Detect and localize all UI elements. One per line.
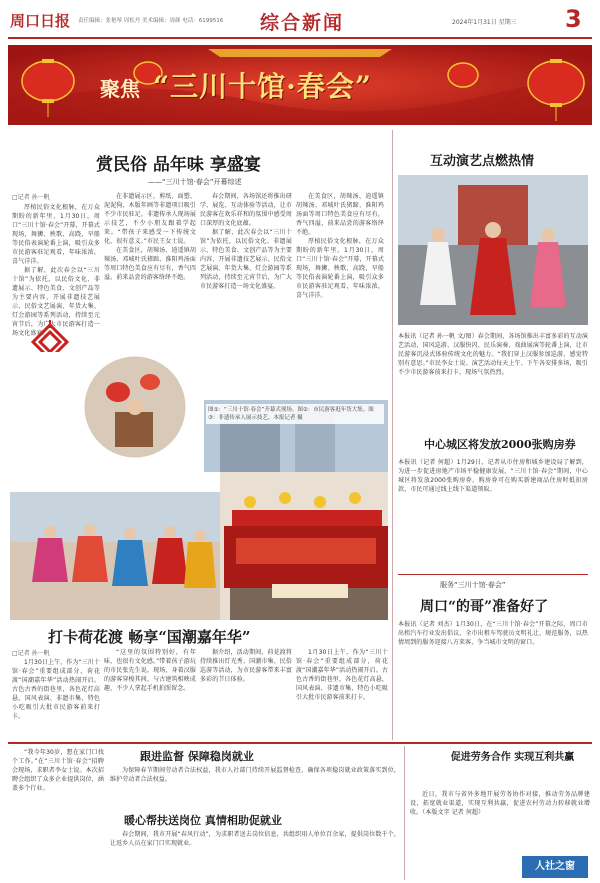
bottom-body-1: 为保障春节期间劳动者合法权益，我市人社部门持续开展监督检查，确保各项稳岗就业政策落实到位，维护劳动者合法权益。 (110, 767, 400, 783)
feature-headline: 打卡荷花渡 畅享“国潮嘉年华” (48, 628, 251, 646)
performance-photo-image (398, 175, 588, 325)
lead-subtitle: ——“三川十馆·春会”开幕综述 (148, 178, 242, 186)
issue-date: 2024年1月31日 星期三 (452, 19, 517, 26)
lead-paragraph: 据了解，此次春会以“三川十馆”为依托，以民俗文化、非遗展示、特色美食、文创产品等为主要内容，开展非遗技艺展示、民俗文艺展演、年货大集、灯会游园等系列活动，持续至元宵节后，为广大市民游客打造一场文化盛宴。 (12, 267, 100, 337)
lead-column-3 (200, 192, 292, 350)
lead-paragraph: 在非遗展示区，剪纸、面塑、泥泥狗、木版年画等非遗项目吸引不少市民驻足。非遗传承人现场展示技艺，不少小朋友跟着学起来。“带孩子来感受一下传统文化，很有意义。”市民王女士说。 (104, 193, 196, 245)
bottom-body-2: 春会期间，我市开展“春风行动”，为求职者送去岗位信息，共组织用人单位百余家，提供岗位数千个，让返乡人员在家门口实现就业。 (110, 831, 400, 847)
lead-headline: 赏民俗 品年味 享盛宴 (96, 155, 261, 175)
lead-column-4 (296, 192, 384, 332)
page-number: 3 (565, 5, 582, 33)
masthead-logo: 周口日报 (10, 12, 71, 30)
lead-byline: □记者 孙一帆 (12, 194, 50, 201)
bottom-section-divider (8, 742, 592, 744)
masthead-editors: 责任编辑：张艳琴 周松丹 美术编辑：周颜 电话：6199516 (78, 18, 224, 24)
sidebar-photo (398, 175, 588, 325)
feature-byline: □记者 孙一帆 (12, 650, 50, 657)
photo-caption: 图①：“三川十馆·春会”开幕式现场。图②：市民游客逛年货大集。图③：非遗传承人展示技艺。本报记者 摄 (206, 404, 384, 424)
bottom-headline-1: 跟进监督 保障稳岗就业 (140, 750, 254, 763)
masthead-divider (8, 37, 592, 39)
lead-column-2 (104, 192, 196, 350)
lead-paragraph: 春会期间，各场馆还将推出研学、展览、互动体验等活动，让市民游客在欢乐祥和的氛围中感受周口深厚的文化底蕴。 (200, 193, 292, 227)
banner-kicker: 聚焦 (100, 77, 140, 101)
lead-paragraph: 在美食区，胡辣汤、逍遥镇胡辣汤、邓城叶氏猪蹄、淮阳鸡汤面等周口特色美食应有尽有，香气四溢，前来品尝的游客络绎不绝。 (104, 247, 196, 281)
bottom-right-body: 近日，我市与省外多地开展劳务协作对接，推动劳务品牌建设，拓宽就业渠道，实现互利共赢，促进农村劳动力转移就业增收。（本版文字 记者 何超） (410, 791, 590, 816)
section-title: 综合新闻 (260, 12, 345, 34)
bottom-intro: “我今年30岁，想在家门口找个工作。”在“三川十馆·春会”招聘会现场，求职者李女士说。本次招聘会组织了众多企业提供岗位，涵盖多个行业。 (12, 749, 104, 792)
masthead (0, 0, 600, 44)
sidebar-headline-2: 中心城区将发放2000张购房券 (424, 438, 576, 451)
lead-paragraph: 厚植民俗文化根脉，在万众期盼的新年里，1月30日，周口“三川十馆·春会”开幕，开幕式现场，舞狮、秧歌、高跷、旱船等民俗表演轮番上演，吸引众多市民游客驻足观看，年味浓浓，喜气洋洋。 (12, 204, 100, 265)
banner (8, 45, 592, 125)
sidebar-body-1: 本报讯（记者 孙一帆 文/图）春会期间，各场馆推出丰富多彩的互动演艺活动，国风巡游、汉服快闪、民乐演奏、戏曲展演等轮番上演，让市民游客沉浸式体验传统文化的魅力。“我们穿上汉服参加巡游，感觉特别有意思。”市民李女士说。演艺活动每天上午、下午各安排多场，吸引不少市民游客前来打卡，现场气氛热烈。 (398, 333, 588, 376)
photo-collage (10, 352, 388, 620)
feature-column-3: 据介绍，活动期间，荷花渡将持续推出灯光秀、国潮市集、民俗巡游等活动，为市民游客带来丰富多彩的节日体验。 (200, 649, 292, 683)
sidebar-divider (398, 574, 588, 575)
renshe-logo: 人社之窗 (522, 856, 588, 878)
bottom-right-headline: 促进劳务合作 实现互利共赢 (450, 752, 575, 763)
festival-photo-image (10, 352, 388, 620)
banner-title: “三川十馆·春会” (153, 70, 372, 103)
bottom-headline-2: 暖心帮扶送岗位 真情相助促就业 (124, 814, 282, 827)
bottom-column-divider (404, 746, 405, 880)
sidebar-headline-3: 周口“的哥”准备好了 (420, 599, 549, 615)
feature-column-4: 1月30日上午，作为“三川十馆·春会”重要组成部分，荷花渡“国潮嘉年华”活动热闹开启。古色古香的街巷里，各色花灯高悬，国风表演、非遗市集、特色小吃吸引大批市民游客前来打卡。 (296, 649, 388, 701)
sidebar-kicker: 服务“三川十馆·春会” (440, 581, 506, 589)
feature-column-2: “这里的氛围特别好，有年味，也很有文化感。”带着孩子游玩的市民张先生说。现场，身着汉服的游客穿梭其间，与古建筑相映成趣，不少人拿起手机拍照留念。 (104, 649, 196, 692)
column-divider (392, 130, 393, 740)
lead-paragraph: 在美食区，胡辣汤、逍遥镇胡辣汤、邓城叶氏猪蹄、淮阳鸡汤面等周口特色美食应有尽有，香气四溢，前来品尝的游客络绎不绝。 (296, 193, 384, 236)
lead-paragraph: 厚植民俗文化根脉，在万众期盼的新年里，1月30日，周口“三川十馆·春会”开幕，开幕式现场，舞狮、秧歌、高跷、旱船等民俗表演轮番上演，吸引众多市民游客驻足观看，年味浓浓，喜气洋洋。 (296, 238, 384, 299)
feature-column-1: 1月30日上午，作为“三川十馆·春会”重要组成部分，荷花渡“国潮嘉年华”活动热闹开启。古色古香的街巷里，各色花灯高悬，国风表演、非遗市集、特色小吃吸引大批市民游客前来打卡。 (12, 659, 100, 720)
sidebar-headline-1: 互动演艺点燃热情 (430, 154, 535, 169)
sidebar-body-3: 本报讯（记者 刘杰）1月30日，在“三川十馆·春会”开幕之际，周口市出租汽车行业发出倡议，全市出租车驾驶员文明礼让、规范服务，以热情周到的服务迎接八方来客，争当城市文明的窗口。 (398, 621, 588, 646)
lead-paragraph: 据了解，此次春会以“三川十馆”为依托，以民俗文化、非遗展示、特色美食、文创产品等为主要内容，开展非遗技艺展示、民俗文艺展演、年货大集、灯会游园等系列活动，持续至元宵节后，为广大市民游客打造一场文化盛宴。 (200, 229, 292, 290)
sidebar-body-2: 本报讯（记者 何超）1月29日，记者从市住房和城乡建设局了解到，为进一步促进房地产市场平稳健康发展，“三川十馆·春会”期间，中心城区将发放2000张购房券，购房券可在购买新建商品住房时抵扣房款，市民可通过线上线下渠道领取。 (398, 459, 588, 493)
